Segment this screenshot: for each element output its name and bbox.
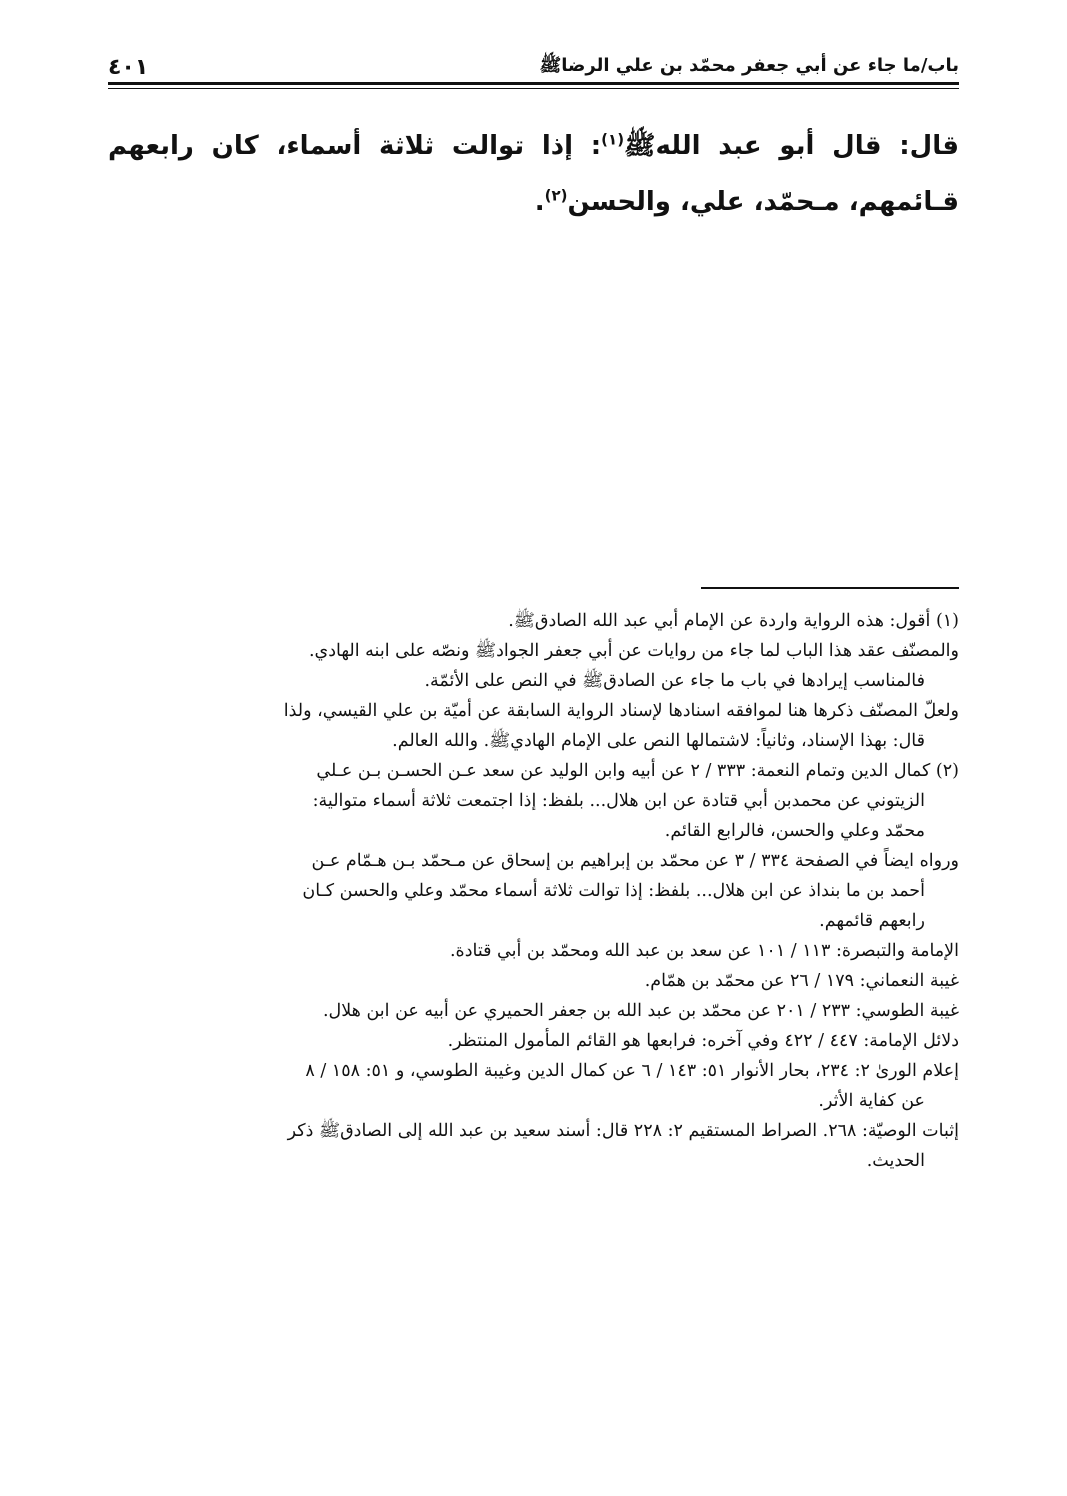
footnotes (108, 606, 959, 1176)
footnote-line: والمصنّف عقد هذا الباب لما جاء من روايات عن أبي جعفر الجوادﷺ ونصّه على ابنه الهادي. (308, 641, 959, 661)
main-text-part: . (534, 187, 545, 217)
footnote-line: الحديث. (866, 1151, 925, 1171)
chapter-title: باب/ما جاء عن أبي جعفر محمّد بن علي الرضاﷺ (539, 55, 959, 76)
footnote-line: ورواه ايضاً في الصفحة ٣٣٤ / ٣ عن محمّد بن إبراهيم بن إسحاق عن مـحمّد بـن هـمّام عـن (311, 851, 959, 871)
footnote-line: قال: بهذا الإسناد، وثانياً: لاشتمالها النص على الإمام الهاديﷺ. والله العالم. (392, 731, 925, 751)
footnote-line: رابعهم قائمهم. (819, 911, 925, 931)
main-text-part: : إذا توالت ثلاثة أسماء، كان رابعهم قـائمهم، مـحمّد، (108, 131, 959, 217)
footnote-line: أحمد بن ما بنداذ عن ابن هلال... بلفظ: إذا توالت ثلاثة أسماء محمّد وعلي والحسن كـان (302, 881, 925, 901)
running-header (108, 40, 959, 80)
footnote-line: (١) أقول: هذه الرواية واردة عن الإمام أبي عبد الله الصادقﷺ. (508, 611, 959, 631)
main-text-part: قال: قال أبو عبد اللهﷺ (624, 131, 959, 161)
page-number: ٤٠١ (108, 55, 149, 80)
header-rule (108, 82, 959, 85)
footnote-line: الإمامة والتبصرة: ١١٣ / ١٠١ عن سعد بن عبد الله ومحمّد بن أبي قتادة. (449, 941, 959, 961)
footnote-line: محمّد وعلي والحسن، فالرابع القائم. (664, 821, 925, 841)
footnote-line: عن كفاية الأثر. (818, 1091, 925, 1111)
footnote-line: غيبة الطوسي: ٢٣٣ / ٢٠١ عن محمّد بن عبد الله بن جعفر الحميري عن أبيه عن ابن هلال. (322, 1001, 959, 1021)
footnote-line: ولعلّ المصنّف ذكرها هنا لموافقه اسنادها لإسناد الرواية السابقة عن أميّة بن علي القيسي، ولذا (283, 701, 959, 721)
footnote-ref-2[interactable]: (٢) (544, 186, 568, 205)
header-rule-thin (108, 88, 959, 89)
main-text-part: علي، والحسن (567, 187, 745, 217)
footnote-ref-1[interactable]: (١) (601, 130, 625, 149)
footnote-line: دلائل الإمامة: ٤٤٧ / ٤٢٢ وفي آخره: فرابعها هو القائم المأمول المنتظر. (447, 1031, 959, 1051)
footnote-line: إعلام الورىٰ ٢: ٢٣٤، بحار الأنوار ٥١: ١٤٣ / ٦ عن كمال الدين وغيبة الطوسي، و ٥١: ١٥٨ / ٨ (305, 1061, 959, 1081)
footnote-line: إثبات الوصيّة: ٢٦٨. الصراط المستقيم ٢: ٢٢٨ قال: أسند سعيد بن عبد الله إلى الصادقﷺ ذكر (287, 1121, 959, 1141)
footnote-line: الزيتوني عن محمدبن أبي قتادة عن ابن هلال... بلفظ: إذا اجتمعت ثلاثة أسماء متوالية: (312, 791, 925, 811)
main-text (108, 118, 959, 230)
footnote-line: فالمناسب إيرادها في باب ما جاء عن الصادقﷺ في النص على الأئمّة. (424, 671, 925, 691)
footnote-line: غيبة النعماني: ١٧٩ / ٢٦ عن محمّد بن همّام. (644, 971, 959, 991)
footnote-line: (٢) كمال الدين وتمام النعمة: ٣٣٣ / ٢ عن أبيه وابن الوليد عن سعد عـن الحسـن بـن عـلي (316, 761, 959, 781)
footnote-separator (701, 587, 959, 589)
